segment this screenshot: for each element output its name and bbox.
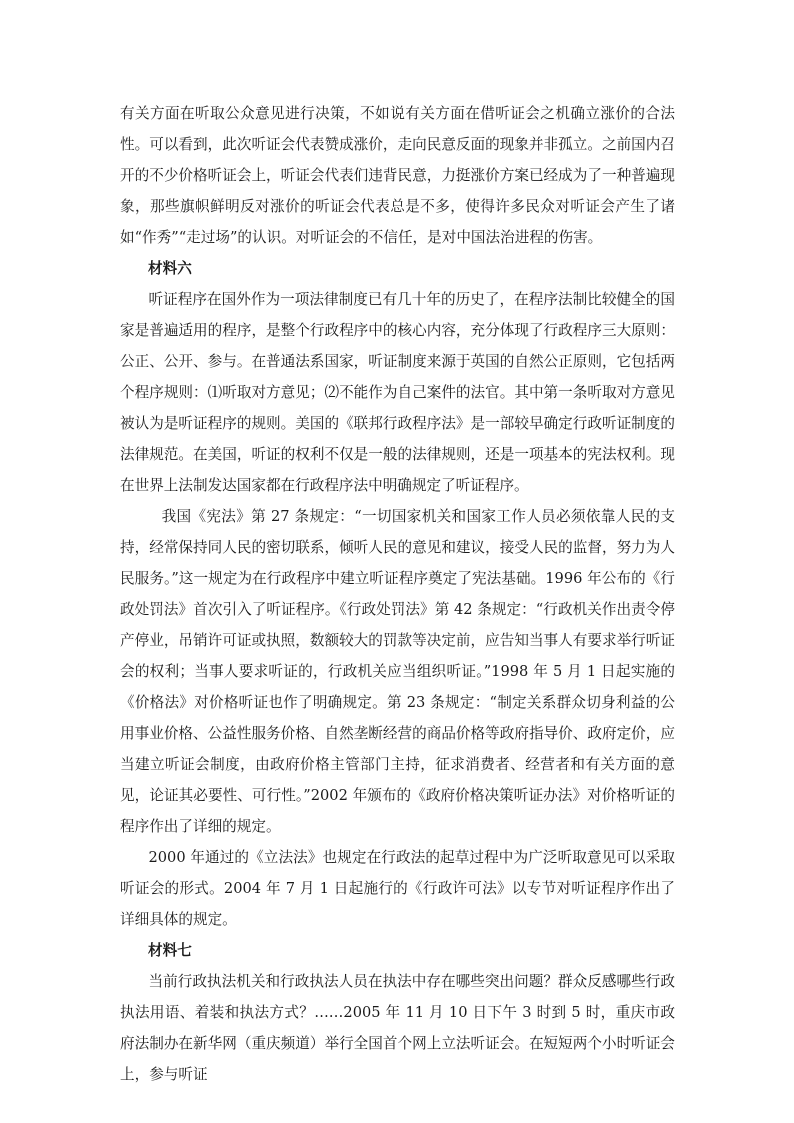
document-page [120,98,675,1090]
body-paragraph: 我国《宪法》第 27 条规定：“一切国家机关和国家工作人员必须依靠人民的支持，经常保持同人民的密切联系，倾听人民的意见和建议，接受人民的监督，努力为人民服务。”这一规定为在行政程序中建立听证程序奠定了宪法基础。1996 年公布的《行政处罚法》首次引入了听证程序。《行政处罚法》第 42 条规定：“行政机关作出责令停产停业，吊销许可证或执照，数额较大的罚款等决定前，应告知当事人有要求举行听证会的权利；当事人要求听证的，行政机关应当组织听证。”1998 年 5 月 1 日起实施的《价格法》对价格听证也作了明确规定。第 23 条规定：“制定关系群众切身利益的公用事业价格、公益性服务价格、自然垄断经营的商品价格等政府指导价、政府定价，应当建立听证会制度，由政府价格主管部门主持，征求消费者、经营者和有关方面的意见，论证其必要性、可行性。”2002 年颁布的《政府价格决策听证办法》对价格听证的程序作出了详细的规定。 [120,508,675,835]
body-paragraph: 2000 年通过的《立法法》也规定在行政法的起草过程中为广泛听取意见可以采取听证会的形式。2004 年 7 月 1 日起施行的《行政许可法》以专节对听证程序作出了详细具体的规定。 [120,849,675,928]
body-paragraph: 当前行政执法机关和行政执法人员在执法中存在哪些突出问题？群众反感哪些行政执法用语、着装和执法方式？……2005 年 11 月 10 日下午 3 时到 5 时，重庆市政府法制办在新华网（重庆频道）举行全国首个网上立法听证会。在短短两个小时听证会上，参与听证 [120,973,675,1083]
section-heading-7: 材料七 [148,942,192,959]
body-paragraph: 听证程序在国外作为一项法律制度已有几十年的历史了，在程序法制比较健全的国家是普遍适用的程序，是整个行政程序中的核心内容，充分体现了行政程序三大原则：公正、公开、参与。在普通法系国家，听证制度来源于英国的自然公正原则，它包括两个程序规则：⑴听取对方意见；⑵不能作为自己案件的法官。其中第一条听取对方意见被认为是听证程序的规则。美国的《联邦行政程序法》是一部较早确定行政听证制度的法律规范。在美国，听证的权利不仅是一般的法律规则，还是一项基本的宪法权利。现在世界上法制发达国家都在行政程序法中明确规定了听证程序。 [120,291,675,494]
intro-paragraph: 有关方面在听取公众意见进行决策，不如说有关方面在借听证会之机确立涨价的合法性。可以看到，此次听证会代表赞成涨价，走向民意反面的现象并非孤立。之前国内召开的不少价格听证会上，听证会代表们违背民意，力挺涨价方案已经成为了一种普遍现象，那些旗帜鲜明反对涨价的听证会代表总是不多，使得许多民众对听证会产生了诸如“作秀”“走过场”的认识。对听证会的不信任，是对中国法治进程的伤害。 [120,105,675,246]
section-heading-6: 材料六 [148,260,192,277]
